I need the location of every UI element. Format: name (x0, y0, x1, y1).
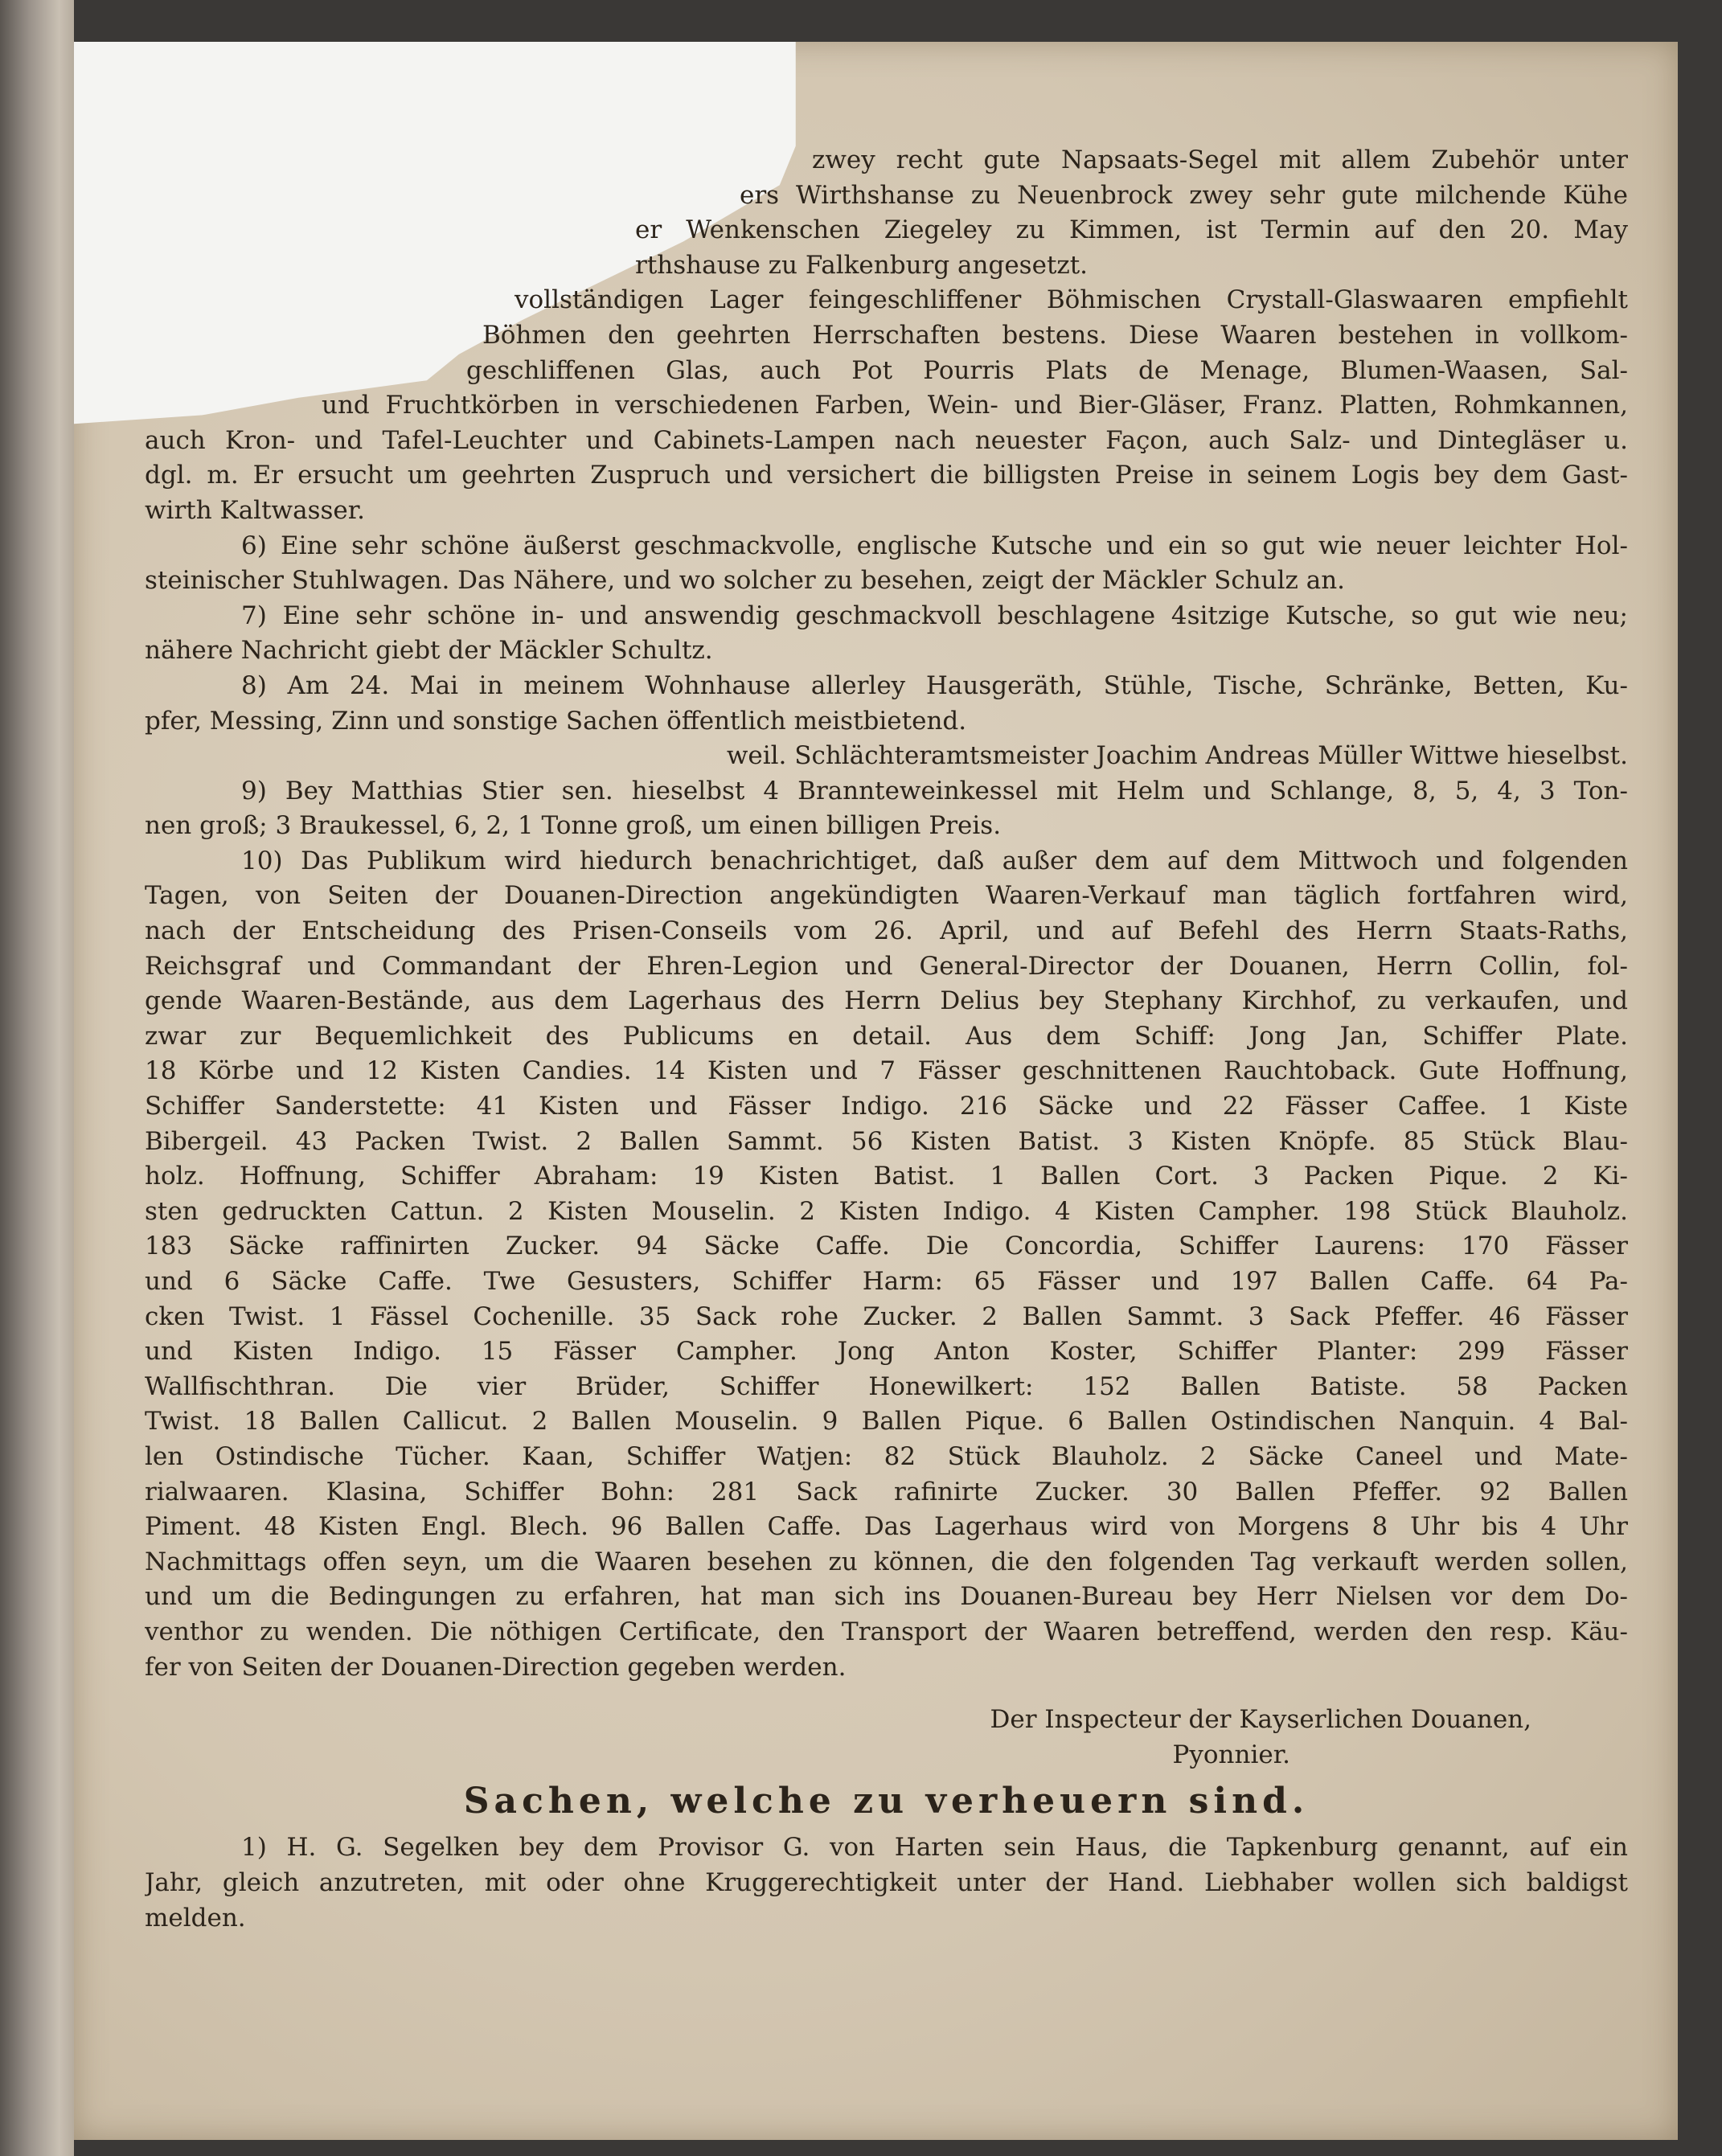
text-line: cken Twist. 1 Fässel Cochenille. 35 Sack rohe Zucker. 2 Ballen Sammt. 3 Sack Pfeffer. 46 Fässer (145, 1301, 1628, 1331)
text-line: Reichsgraf und Commandant der Ehren-Legion und General-Director der Douanen, Herrn Collin, fol- (145, 951, 1628, 981)
text-line: Jahr, gleich anzutreten, mit oder ohne Kruggerechtigkeit unter der Hand. Liebhaber wollen sich baldigst (145, 1867, 1628, 1897)
text-line: rthshause zu Falkenburg angesetzt. (635, 250, 1089, 280)
text-line: er Wenkenschen Ziegeley zu Kimmen, ist Termin auf den 20. May (635, 215, 1628, 245)
facing-page-edge (0, 0, 74, 2156)
text-line: zwey recht gute Napsaats-Segel mit allem Zubehör unter (812, 146, 1628, 174)
signature-name: Pyonnier. (1172, 1740, 1290, 1769)
text-line: auch Kron- und Tafel-Leuchter und Cabinets-Lampen nach neuester Façon, auch Salz- und Dintegläser u. (145, 425, 1628, 455)
text-line: fer von Seiten der Douanen-Direction gegeben werden. (145, 1652, 847, 1682)
text-line: ers Wirthshanse zu Neuenbrock zwey sehr gute milchende Kühe (740, 180, 1628, 210)
text-line: Böhmen den geehrten Herrschaften bestens. Diese Waaren bestehen in vollkom- (482, 320, 1628, 350)
document-text (145, 143, 1628, 1936)
text-line: nähere Nachricht giebt der Mäckler Schultz. (145, 636, 713, 666)
text-line: 8) Am 24. Mai in meinem Wohnhause allerley Hausgeräth, Stühle, Tische, Schränke, Betten, Ku- (241, 670, 1628, 700)
text-line: 18 Körbe und 12 Kisten Candies. 14 Kisten und 7 Fässer geschnittenen Rauchtoback. Gute Hoffnung, (145, 1056, 1628, 1086)
text-line: nach der Entscheidung des Prisen-Conseils vom 26. April, und auf Befehl des Herrn Staats-Raths, (145, 916, 1628, 946)
text-line: wirth Kaltwasser. (145, 495, 366, 525)
text-line: rialwaaren. Klasina, Schiffer Bohn: 281 Sack rafinirte Zucker. 30 Ballen Pfeffer. 92 Ballen (145, 1477, 1628, 1506)
text-line: 183 Säcke raffinirten Zucker. 94 Säcke Caffe. Die Concordia, Schiffer Laurens: 170 Fässer (145, 1232, 1628, 1261)
text-line: gende Waaren-Bestände, aus dem Lagerhaus des Herrn Delius bey Stephany Kirchhof, zu verkaufen, und (145, 986, 1628, 1016)
text-line: geschliffenen Glas, auch Pot Pourris Plats de Menage, Blumen-Waasen, Sal- (466, 355, 1628, 385)
text-line: sten gedruckten Cattun. 2 Kisten Mouselin. 2 Kisten Indigo. 4 Kisten Campher. 198 Stück Blauholz. (145, 1196, 1628, 1226)
text-line: pfer, Messing, Zinn und sonstige Sachen öffentlich meistbietend. (145, 706, 967, 736)
text-line: Twist. 18 Ballen Callicut. 2 Ballen Mouselin. 9 Ballen Pique. 6 Ballen Ostindischen Nanquin. 4 Bal- (145, 1407, 1628, 1437)
text-line: 10) Das Publikum wird hiedurch benachrichtiget, daß außer dem auf dem Mittwoch und folgenden (241, 846, 1628, 875)
section-heading: Sachen, welche zu verheuern sind. (463, 1781, 1310, 1822)
text-line: 9) Bey Matthias Stier sen. hieselbst 4 Brannteweinkessel mit Helm und Schlange, 8, 5, 4, 3 Ton- (241, 776, 1628, 805)
text-line: steinischer Stuhlwagen. Das Nähere, und wo solcher zu besehen, zeigt der Mäckler Schulz an. (145, 566, 1346, 596)
text-line: Schiffer Sanderstette: 41 Kisten und Fässer Indigo. 216 Säcke und 22 Fässer Caffee. 1 Kiste (145, 1092, 1628, 1121)
text-line: dgl. m. Er ersucht um geehrten Zuspruch und versichert die billigsten Preise in seinem Logis bey dem Gast- (145, 461, 1628, 490)
text-line: zwar zur Bequemlichkeit des Publicums en detail. Aus dem Schiff: Jong Jan, Schiffer Plate. (145, 1021, 1628, 1051)
text-line: 1) H. G. Segelken bey dem Provisor G. von Harten sein Haus, die Tapkenburg genannt, auf ein (241, 1833, 1628, 1863)
signature-title: Der Inspecteur der Kayserlichen Douanen, (990, 1705, 1531, 1735)
text-line: Piment. 48 Kisten Engl. Blech. 96 Ballen Caffe. Das Lagerhaus wird von Morgens 8 Uhr bis 4 Uhr (145, 1512, 1628, 1542)
text-line: holz. Hoffnung, Schiffer Abraham: 19 Kisten Batist. 1 Ballen Cort. 3 Packen Pique. 2 Ki- (145, 1162, 1628, 1191)
text-line: und Kisten Indigo. 15 Fässer Campher. Jong Anton Koster, Schiffer Planter: 299 Fässer (145, 1337, 1628, 1367)
text-line: und um die Bedingungen zu erfahren, hat man sich ins Douanen-Bureau bey Herr Nielsen vor dem Do- (145, 1582, 1628, 1612)
text-line: melden. (145, 1903, 246, 1933)
text-line: venthor zu wenden. Die nöthigen Certificate, den Transport der Waaren betreffend, werden den resp. Käu- (145, 1617, 1628, 1646)
text-line: 7) Eine sehr schöne in- und answendig geschmackvoll beschlagene 4sitzige Kutsche, so gut wie neu; (241, 600, 1628, 630)
text-line: len Ostindische Tücher. Kaan, Schiffer Watjen: 82 Stück Blauholz. 2 Säcke Caneel und Mate- (145, 1441, 1628, 1471)
text-line: und 6 Säcke Caffe. Twe Gesusters, Schiffer Harm: 65 Fässer und 197 Ballen Caffe. 64 Pa- (145, 1267, 1628, 1296)
text-line: vollständigen Lager feingeschliffener Böhmischen Crystall-Glaswaaren empfiehlt (515, 285, 1628, 315)
text-line: weil. Schlächteramtsmeister Joachim Andreas Müller Wittwe hieselbst. (726, 741, 1628, 771)
text-line: und Fruchtkörben in verschiedenen Farben, Wein- und Bier-Gläser, Franz. Platten, Rohmkannen, (322, 391, 1628, 420)
text-line: Wallfischthran. Die vier Brüder, Schiffer Honewilkert: 152 Ballen Batiste. 58 Packen (145, 1371, 1628, 1401)
text-line: nen groß; 3 Braukessel, 6, 2, 1 Tonne groß, um einen billigen Preis. (145, 811, 1002, 841)
text-line: Bibergeil. 43 Packen Twist. 2 Ballen Sammt. 56 Kisten Batist. 3 Kisten Knöpfe. 85 Stück Blau- (145, 1126, 1628, 1156)
text-line: Tagen, von Seiten der Douanen-Direction angekündigten Waaren-Verkauf man täglich fortfahren wird, (145, 881, 1628, 911)
text-line: 6) Eine sehr schöne äußerst geschmackvolle, englische Kutsche und ein so gut wie neuer leichter Hol- (241, 531, 1628, 560)
text-line: Nachmittags offen seyn, um die Waaren besehen zu können, die den folgenden Tag verkauft werden sollen, (145, 1547, 1628, 1576)
